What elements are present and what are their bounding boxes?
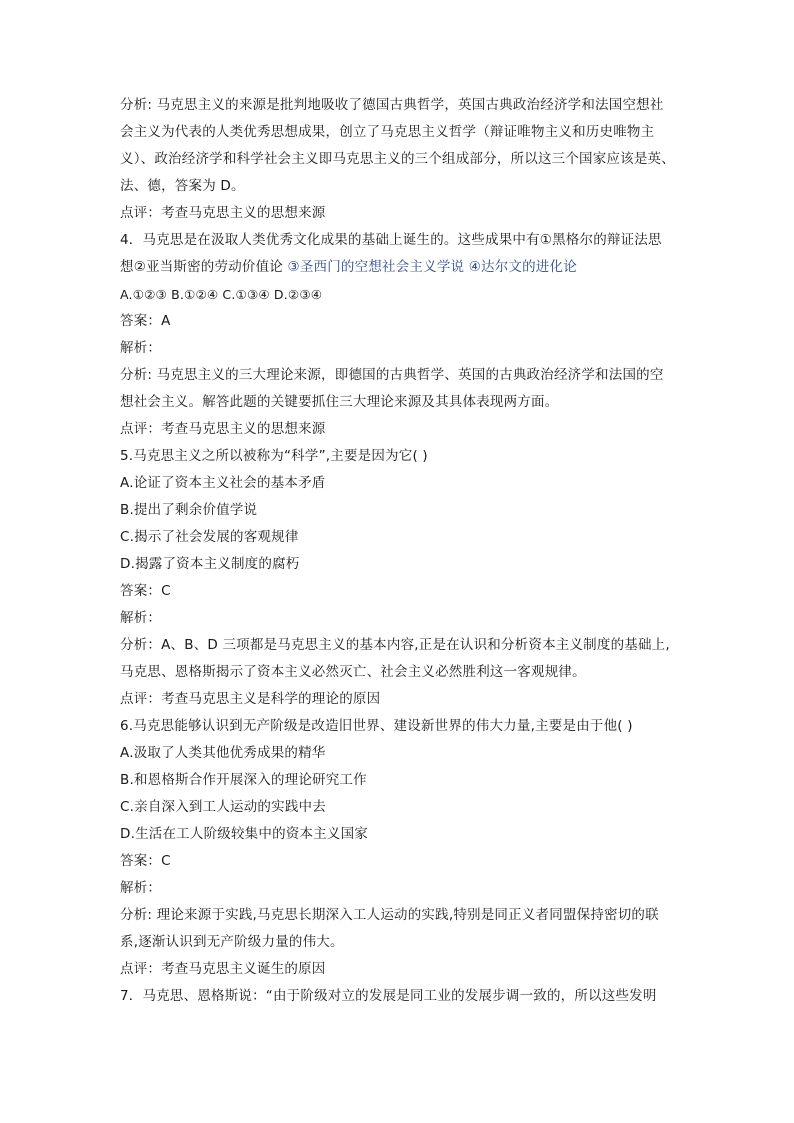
- q7-stem-line-1: 7．马克思、恩格斯说：“由于阶级对立的发展是同工业的发展步调一致的，所以这些发明: [120, 988, 657, 1004]
- q4-analysis-line-1: 分析: 马克思主义的三大理论来源，即德国的古典哲学、英国的古典政治经济学和法国的空: [120, 367, 664, 383]
- q5-analysis-line-1: 分析：A、B、D 三项都是马克思主义的基本内容,正是在认识和分析资本主义制度的基础上,: [120, 637, 670, 653]
- q6-jiexi: 解析：: [120, 880, 162, 896]
- q5-jiexi: 解析：: [120, 610, 162, 626]
- q6-analysis-line-1: 分析: 理论来源于实践,马克思长期深入工人运动的实践,特别是同正义者同盟保持密切的联: [120, 907, 659, 923]
- q6-option-b: B.和恩格斯合作开展深入的理论研究工作: [120, 772, 367, 788]
- prev-analysis-line-1: 分析: 马克思主义的来源是批判地吸收了德国古典哲学，英国古典政治经济学和法国空想社: [120, 97, 664, 113]
- q6-option-a: A.汲取了人类其他优秀成果的精华: [120, 745, 326, 761]
- q4-options: A.①②③ B.①②④ C.①③④ D.②③④: [120, 287, 323, 302]
- q4-stem-line-2a: 想②亚当斯密的劳动价值论: [120, 259, 284, 275]
- q4-answer: 答案：A: [120, 313, 171, 329]
- q4-jiexi: 解析：: [120, 340, 162, 356]
- q6-answer: 答案：C: [120, 853, 171, 869]
- q4-stem-line-1: 4．马克思是在汲取人类优秀文化成果的基础上诞生的。这些成果中有①黑格尔的辩证法思: [120, 232, 662, 248]
- q4-comment: 点评：考查马克思主义的思想来源: [120, 421, 326, 437]
- q5-analysis-line-2: 马克思、恩格斯揭示了资本主义必然灭亡、社会主义必然胜利这一客观规律。: [120, 664, 586, 680]
- q4-stem-line-2b: ③圣西门的空想社会主义学说 ④达尔文的进化论: [287, 259, 577, 275]
- q4-stem-line-2: [120, 254, 680, 281]
- prev-analysis-line-2: 会主义为代表的人类优秀思想成果，创立了马克思主义哲学（辩证唯物主义和历史唯物主: [120, 124, 655, 140]
- document-page: [120, 92, 680, 1010]
- prev-comment: 点评：考查马克思主义的思想来源: [120, 205, 326, 221]
- q5-comment: 点评：考查马克思主义是科学的理论的原因: [120, 691, 381, 707]
- q5-answer: 答案：C: [120, 583, 171, 599]
- q5-option-d: D.揭露了资本主义制度的腐朽: [120, 556, 300, 572]
- q6-analysis-line-2: 系,逐渐认识到无产阶级力量的伟大。: [120, 934, 344, 950]
- q4-analysis-line-2: 想社会主义。解答此题的关键要抓住三大理论来源及其具体表现两方面。: [120, 394, 559, 410]
- q5-option-c: C.揭示了社会发展的客观规律: [120, 529, 299, 545]
- q5-stem: 5.马克思主义之所以被称为“科学”,主要是因为它( ): [120, 448, 428, 464]
- q6-comment: 点评：考查马克思主义诞生的原因: [120, 961, 326, 977]
- q6-stem: 6.马克思能够认识到无产阶级是改造旧世界、建设新世界的伟大力量,主要是由于他( ): [120, 718, 633, 734]
- prev-analysis-line-3: 义）、政治经济学和科学社会主义即马克思主义的三个组成部分，所以这三个国家应该是英、: [120, 151, 675, 167]
- q6-option-d: D.生活在工人阶级较集中的资本主义国家: [120, 826, 368, 842]
- q6-option-c: C.亲自深入到工人运动的实践中去: [120, 799, 326, 815]
- q5-option-b: B.提出了剩余价值学说: [120, 502, 258, 518]
- q5-option-a: A.论证了资本主义社会的基本矛盾: [120, 475, 326, 491]
- prev-analysis-line-4: 法、德，答案为 D。: [120, 178, 245, 194]
